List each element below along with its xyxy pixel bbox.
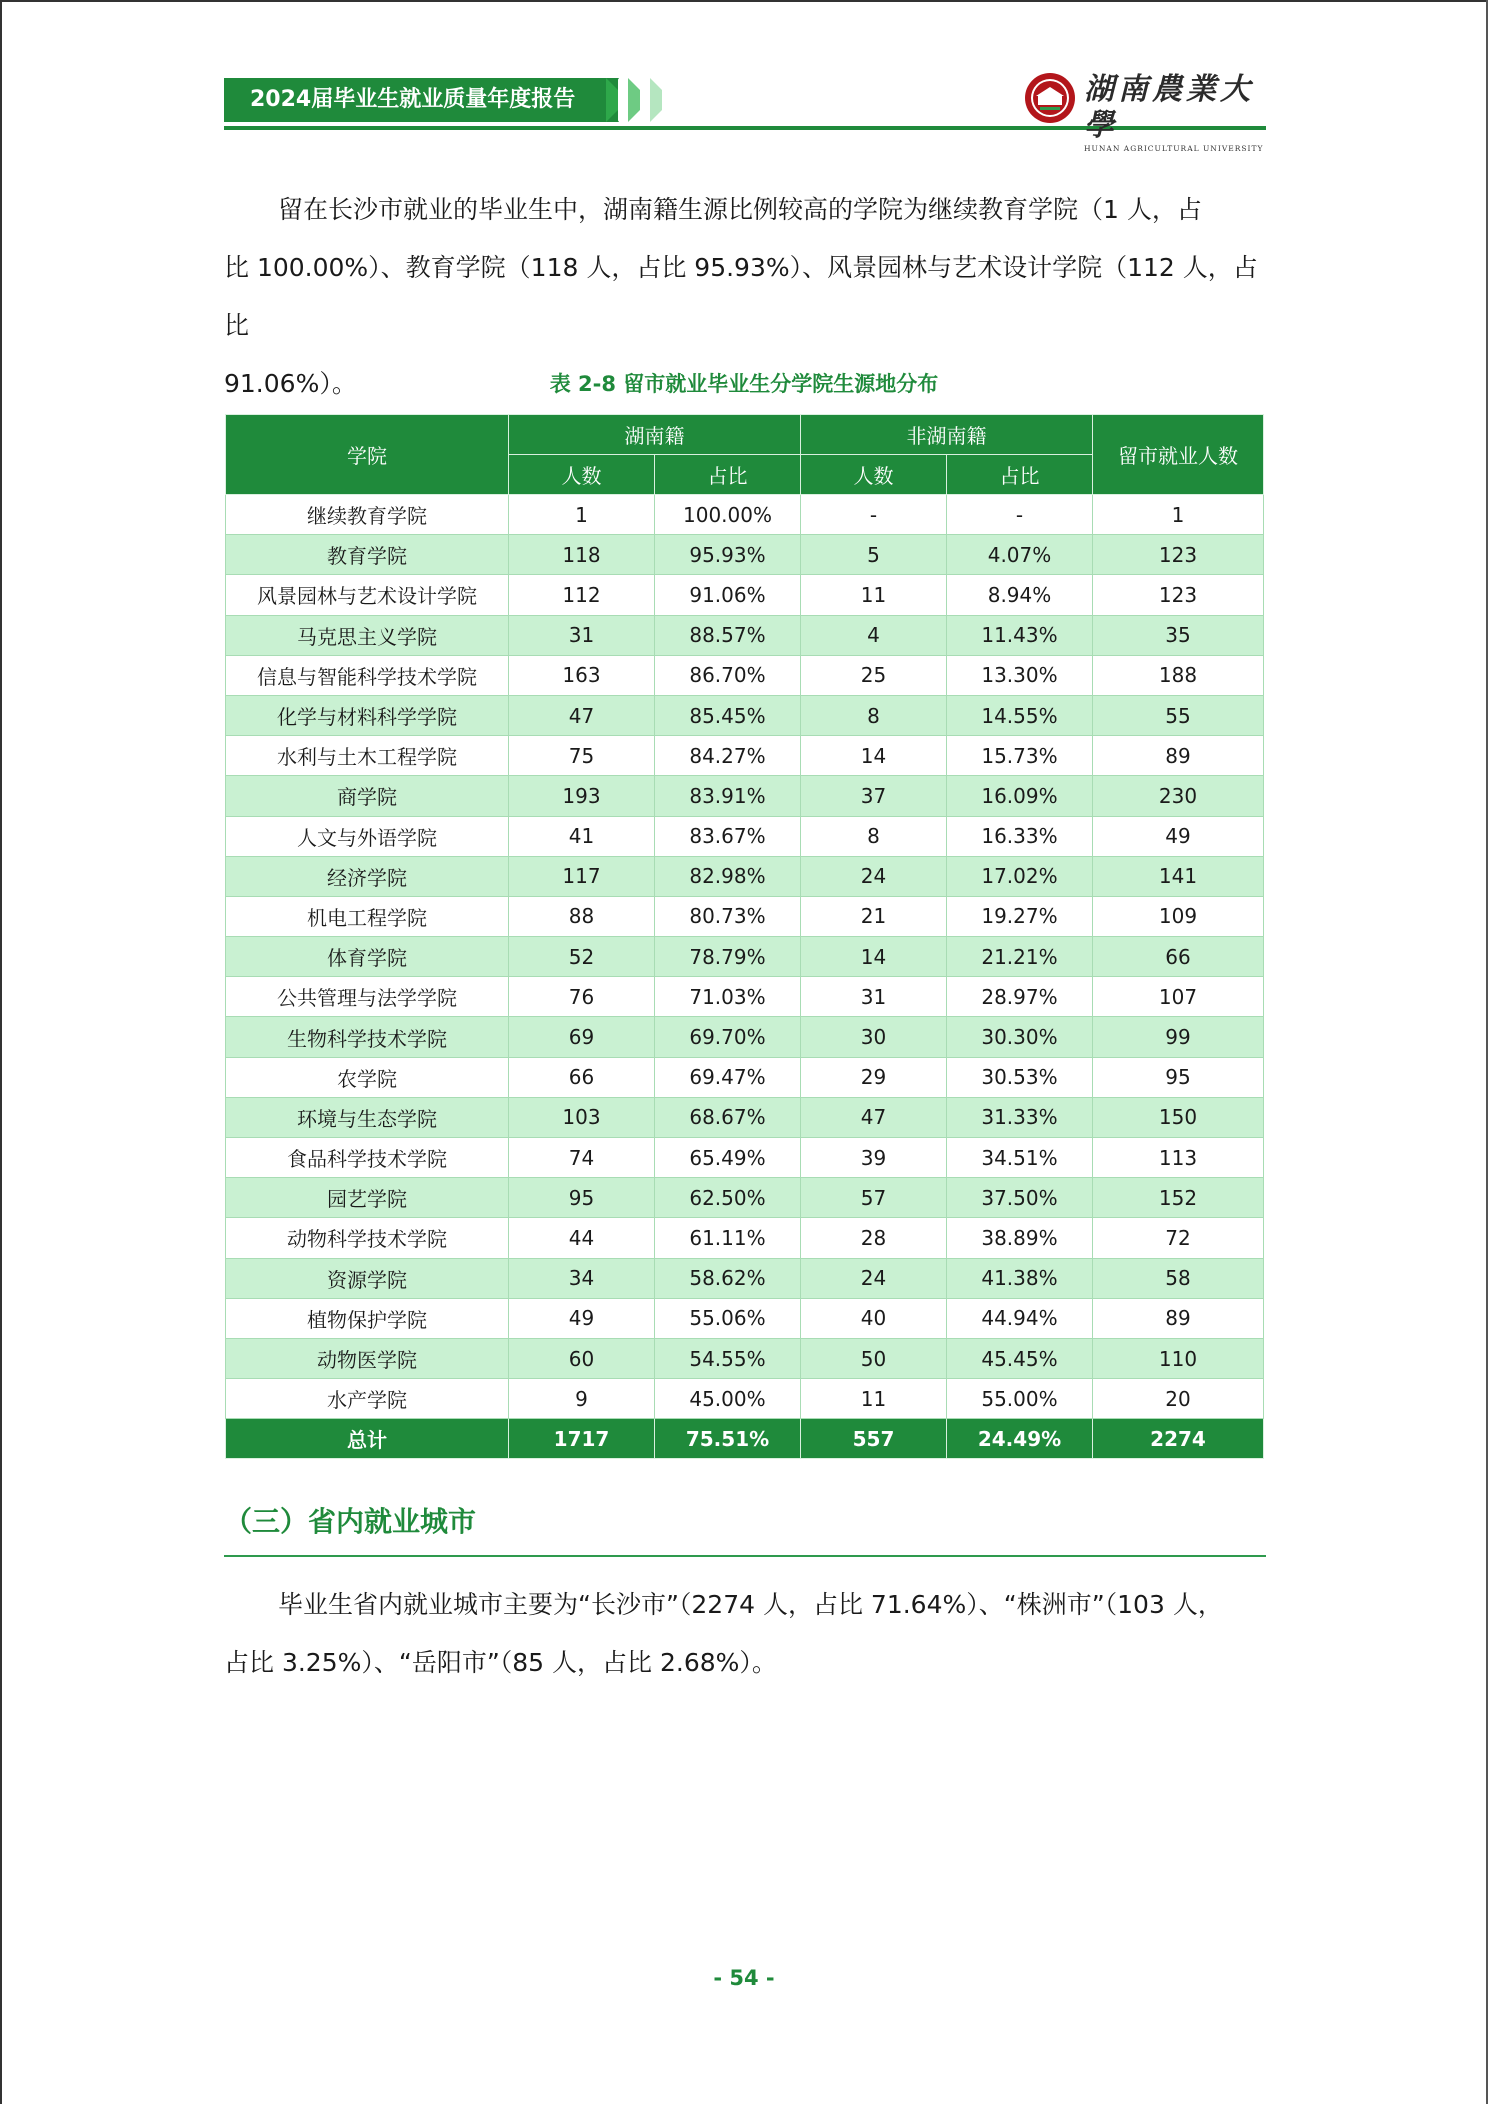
- college-name: 生物科学技术学院: [226, 1017, 509, 1057]
- hunan-count: 9: [509, 1379, 655, 1419]
- non-hunan-ratio: 45.45%: [947, 1338, 1093, 1378]
- non-hunan-ratio: 34.51%: [947, 1138, 1093, 1178]
- total-hunan-ratio: 75.51%: [655, 1419, 801, 1459]
- college-origin-table: [225, 414, 1264, 1459]
- intro-line-2: 比 100.00%）、教育学院（118 人，占比 95.93%）、风景园林与艺术设计学院（112 人，占比: [224, 253, 1258, 340]
- college-name: 机电工程学院: [226, 896, 509, 936]
- university-name-en: HUNAN AGRICULTURAL UNIVERSITY: [1084, 144, 1264, 153]
- hunan-count: 47: [509, 695, 655, 735]
- hunan-ratio: 86.70%: [655, 655, 801, 695]
- table-row: [226, 776, 1264, 816]
- stay-count: 230: [1093, 776, 1264, 816]
- non-hunan-ratio: 21.21%: [947, 937, 1093, 977]
- stay-count: 110: [1093, 1338, 1264, 1378]
- college-name: 体育学院: [226, 937, 509, 977]
- total-non-hunan-count: 557: [801, 1419, 947, 1459]
- non-hunan-ratio: 30.53%: [947, 1057, 1093, 1097]
- stay-count: 72: [1093, 1218, 1264, 1258]
- non-hunan-ratio: -: [947, 495, 1093, 535]
- hunan-ratio: 55.06%: [655, 1298, 801, 1338]
- page-border-top: [0, 0, 1488, 2]
- table-row: [226, 977, 1264, 1017]
- table-row: [226, 695, 1264, 735]
- table-row: [226, 1097, 1264, 1137]
- hunan-count: 52: [509, 937, 655, 977]
- hunan-count: 76: [509, 977, 655, 1017]
- hunan-count: 95: [509, 1178, 655, 1218]
- header-non-hunan: 非湖南籍: [801, 415, 1093, 455]
- non-hunan-count: 37: [801, 776, 947, 816]
- table-row: [226, 1178, 1264, 1218]
- stay-count: 109: [1093, 896, 1264, 936]
- stay-count: 152: [1093, 1178, 1264, 1218]
- table-row: [226, 1298, 1264, 1338]
- table-row: [226, 535, 1264, 575]
- table-row: [226, 655, 1264, 695]
- non-hunan-count: 40: [801, 1298, 947, 1338]
- stay-count: 89: [1093, 1298, 1264, 1338]
- header-total: 留市就业人数: [1093, 415, 1264, 495]
- non-hunan-ratio: 38.89%: [947, 1218, 1093, 1258]
- hunan-ratio: 100.00%: [655, 495, 801, 535]
- hunan-ratio: 91.06%: [655, 575, 801, 615]
- stay-count: 20: [1093, 1379, 1264, 1419]
- non-hunan-count: 4: [801, 615, 947, 655]
- stay-count: 113: [1093, 1138, 1264, 1178]
- hunan-ratio: 54.55%: [655, 1338, 801, 1378]
- table-row: [226, 1138, 1264, 1178]
- intro-line-3: 91.06%）。: [224, 369, 357, 398]
- non-hunan-ratio: 37.50%: [947, 1178, 1093, 1218]
- table-row: [226, 1017, 1264, 1057]
- college-name: 动物科学技术学院: [226, 1218, 509, 1258]
- non-hunan-ratio: 11.43%: [947, 615, 1093, 655]
- total-row: [226, 1419, 1264, 1459]
- stay-count: 141: [1093, 856, 1264, 896]
- non-hunan-count: 5: [801, 535, 947, 575]
- table-row: [226, 937, 1264, 977]
- hunan-ratio: 58.62%: [655, 1258, 801, 1298]
- table-row: [226, 856, 1264, 896]
- college-name: 公共管理与法学学院: [226, 977, 509, 1017]
- hunan-ratio: 82.98%: [655, 856, 801, 896]
- hunan-count: 31: [509, 615, 655, 655]
- header-college: 学院: [226, 415, 509, 495]
- stay-count: 188: [1093, 655, 1264, 695]
- non-hunan-count: 50: [801, 1338, 947, 1378]
- table-row: [226, 615, 1264, 655]
- header-non-hunan-ratio: 占比: [947, 455, 1093, 495]
- stay-count: 49: [1093, 816, 1264, 856]
- hunan-count: 69: [509, 1017, 655, 1057]
- stay-count: 1: [1093, 495, 1264, 535]
- stay-count: 99: [1093, 1017, 1264, 1057]
- hunan-count: 66: [509, 1057, 655, 1097]
- non-hunan-count: 47: [801, 1097, 947, 1137]
- total-hunan-count: 1717: [509, 1419, 655, 1459]
- college-name: 马克思主义学院: [226, 615, 509, 655]
- non-hunan-ratio: 16.09%: [947, 776, 1093, 816]
- university-name-cn: 湖南農業大學: [1084, 72, 1254, 143]
- hunan-count: 163: [509, 655, 655, 695]
- stay-count: 123: [1093, 535, 1264, 575]
- total-non-hunan-ratio: 24.49%: [947, 1419, 1093, 1459]
- non-hunan-count: 21: [801, 896, 947, 936]
- hunan-count: 193: [509, 776, 655, 816]
- college-name: 商学院: [226, 776, 509, 816]
- stay-count: 107: [1093, 977, 1264, 1017]
- hunan-ratio: 95.93%: [655, 535, 801, 575]
- college-name: 人文与外语学院: [226, 816, 509, 856]
- hunan-count: 117: [509, 856, 655, 896]
- header-hunan-ratio: 占比: [655, 455, 801, 495]
- chevron-decoration-icon: [606, 78, 676, 122]
- stay-count: 150: [1093, 1097, 1264, 1137]
- non-hunan-count: 8: [801, 816, 947, 856]
- non-hunan-ratio: 13.30%: [947, 655, 1093, 695]
- college-name: 经济学院: [226, 856, 509, 896]
- non-hunan-count: 11: [801, 575, 947, 615]
- hunan-ratio: 85.45%: [655, 695, 801, 735]
- college-name: 资源学院: [226, 1258, 509, 1298]
- non-hunan-count: 24: [801, 856, 947, 896]
- hunan-ratio: 68.67%: [655, 1097, 801, 1137]
- college-name: 农学院: [226, 1057, 509, 1097]
- hunan-ratio: 83.91%: [655, 776, 801, 816]
- college-name: 食品科学技术学院: [226, 1138, 509, 1178]
- hunan-count: 44: [509, 1218, 655, 1258]
- hunan-ratio: 65.49%: [655, 1138, 801, 1178]
- college-name: 水利与土木工程学院: [226, 736, 509, 776]
- non-hunan-ratio: 31.33%: [947, 1097, 1093, 1137]
- hunan-ratio: 69.47%: [655, 1057, 801, 1097]
- total-stay-count: 2274: [1093, 1419, 1264, 1459]
- hunan-ratio: 88.57%: [655, 615, 801, 655]
- non-hunan-count: 25: [801, 655, 947, 695]
- college-name: 植物保护学院: [226, 1298, 509, 1338]
- hunan-ratio: 78.79%: [655, 937, 801, 977]
- table-row: [226, 1379, 1264, 1419]
- non-hunan-count: 24: [801, 1258, 947, 1298]
- non-hunan-ratio: 41.38%: [947, 1258, 1093, 1298]
- college-name: 动物医学院: [226, 1338, 509, 1378]
- hunan-ratio: 62.50%: [655, 1178, 801, 1218]
- college-name: 化学与材料科学学院: [226, 695, 509, 735]
- non-hunan-ratio: 44.94%: [947, 1298, 1093, 1338]
- non-hunan-count: 8: [801, 695, 947, 735]
- hunan-count: 41: [509, 816, 655, 856]
- hunan-count: 103: [509, 1097, 655, 1137]
- college-name: 继续教育学院: [226, 495, 509, 535]
- college-name: 环境与生态学院: [226, 1097, 509, 1137]
- stay-count: 58: [1093, 1258, 1264, 1298]
- hunan-count: 118: [509, 535, 655, 575]
- table-row: [226, 896, 1264, 936]
- hunan-count: 1: [509, 495, 655, 535]
- hunan-ratio: 83.67%: [655, 816, 801, 856]
- non-hunan-ratio: 19.27%: [947, 896, 1093, 936]
- hunan-count: 60: [509, 1338, 655, 1378]
- table-row: [226, 495, 1264, 535]
- non-hunan-count: 28: [801, 1218, 947, 1258]
- page-border-left: [0, 0, 2, 2104]
- non-hunan-ratio: 8.94%: [947, 575, 1093, 615]
- page-number: - 54 -: [713, 1966, 775, 1990]
- non-hunan-ratio: 15.73%: [947, 736, 1093, 776]
- header-hunan: 湖南籍: [509, 415, 801, 455]
- stay-count: 66: [1093, 937, 1264, 977]
- hunan-ratio: 45.00%: [655, 1379, 801, 1419]
- non-hunan-ratio: 14.55%: [947, 695, 1093, 735]
- non-hunan-count: 31: [801, 977, 947, 1017]
- header-hunan-count: 人数: [509, 455, 655, 495]
- non-hunan-ratio: 55.00%: [947, 1379, 1093, 1419]
- hunan-ratio: 69.70%: [655, 1017, 801, 1057]
- non-hunan-count: 14: [801, 736, 947, 776]
- stay-count: 89: [1093, 736, 1264, 776]
- table-row: [226, 1218, 1264, 1258]
- non-hunan-count: 29: [801, 1057, 947, 1097]
- college-name: 园艺学院: [226, 1178, 509, 1218]
- section-line-2: 占比 3.25%）、“岳阳市”（85 人，占比 2.68%）。: [224, 1648, 777, 1677]
- stay-count: 55: [1093, 695, 1264, 735]
- hunan-count: 112: [509, 575, 655, 615]
- non-hunan-ratio: 4.07%: [947, 535, 1093, 575]
- non-hunan-ratio: 17.02%: [947, 856, 1093, 896]
- non-hunan-count: 14: [801, 937, 947, 977]
- college-name: 水产学院: [226, 1379, 509, 1419]
- non-hunan-count: 30: [801, 1017, 947, 1057]
- stay-count: 95: [1093, 1057, 1264, 1097]
- section-heading: （三）省内就业城市: [224, 1505, 477, 1538]
- non-hunan-count: 57: [801, 1178, 947, 1218]
- table-row: [226, 1338, 1264, 1378]
- table-caption: 表 2-8 留市就业毕业生分学院生源地分布: [549, 372, 939, 396]
- table-row: [226, 816, 1264, 856]
- hunan-ratio: 80.73%: [655, 896, 801, 936]
- hunan-ratio: 84.27%: [655, 736, 801, 776]
- university-logo-text: [1084, 72, 1264, 153]
- college-name: 信息与智能科学技术学院: [226, 655, 509, 695]
- non-hunan-ratio: 16.33%: [947, 816, 1093, 856]
- section-paragraph: [224, 1576, 1266, 1692]
- college-name: 教育学院: [226, 535, 509, 575]
- hunan-count: 34: [509, 1258, 655, 1298]
- section-line-1: 毕业生省内就业城市主要为“长沙市”（2274 人，占比 71.64%）、“株洲市”（103 人，: [278, 1590, 1223, 1619]
- hunan-count: 49: [509, 1298, 655, 1338]
- hunan-ratio: 61.11%: [655, 1218, 801, 1258]
- non-hunan-count: 11: [801, 1379, 947, 1419]
- total-label: 总计: [226, 1419, 509, 1459]
- university-emblem-icon: [1024, 72, 1076, 124]
- table-row: [226, 736, 1264, 776]
- report-title-banner: 2024届毕业生就业质量年度报告: [224, 78, 619, 122]
- header-non-hunan-count: 人数: [801, 455, 947, 495]
- hunan-count: 88: [509, 896, 655, 936]
- college-name: 风景园林与艺术设计学院: [226, 575, 509, 615]
- non-hunan-ratio: 28.97%: [947, 977, 1093, 1017]
- non-hunan-count: 39: [801, 1138, 947, 1178]
- table-row: [226, 1258, 1264, 1298]
- stay-count: 35: [1093, 615, 1264, 655]
- non-hunan-count: -: [801, 495, 947, 535]
- table-row: [226, 575, 1264, 615]
- table-row: [226, 1057, 1264, 1097]
- hunan-ratio: 71.03%: [655, 977, 801, 1017]
- stay-count: 123: [1093, 575, 1264, 615]
- hunan-count: 75: [509, 736, 655, 776]
- section-rule: [224, 1555, 1266, 1557]
- hunan-count: 74: [509, 1138, 655, 1178]
- intro-line-1: 留在长沙市就业的毕业生中，湖南籍生源比例较高的学院为继续教育学院（1 人，占: [278, 195, 1202, 224]
- non-hunan-ratio: 30.30%: [947, 1017, 1093, 1057]
